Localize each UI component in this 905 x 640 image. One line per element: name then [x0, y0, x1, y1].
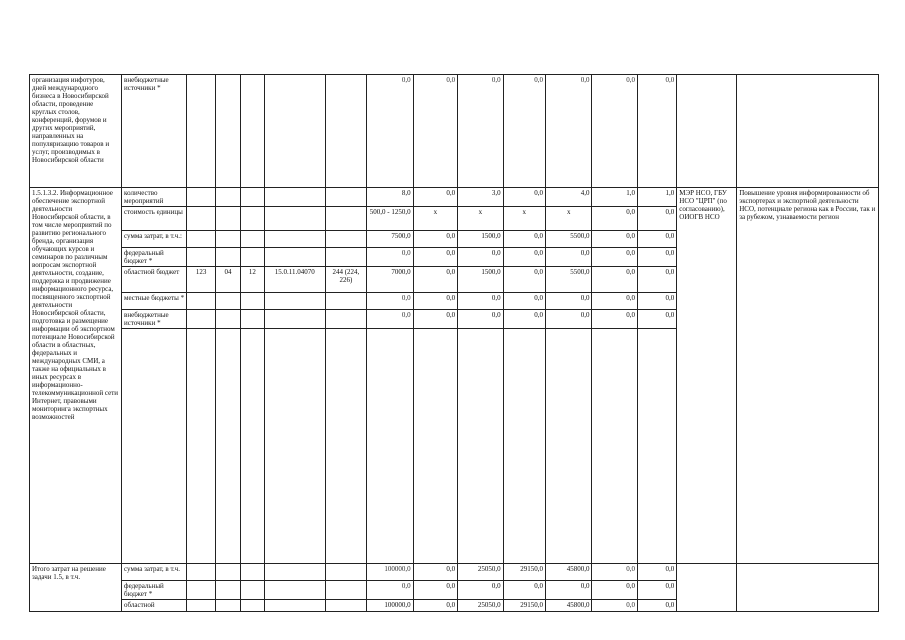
value-cell: 0,0	[413, 581, 457, 600]
responsible-executor: МЭР НСО, ГБУ НСО "ЦРП" (по согласованию), ОИОГВ НСО	[677, 188, 737, 564]
value-cell: 0,0	[458, 75, 504, 188]
task-description: организация инфотуров, дней международного бизнеса в Новосибирской области, проведение круглых столов, конференций, форумов и других мероприятий, направленных на популяризацию товаров и услуг, производимых в Новосибирской области	[30, 75, 122, 188]
value-cell: 0,0	[503, 231, 545, 248]
value-cell: 0,0	[545, 75, 592, 188]
value-cell: 0,0	[367, 75, 414, 188]
row-label: внебюджетные источники *	[122, 75, 187, 188]
value-cell: 0,0	[503, 310, 545, 329]
budget-code: 123	[187, 267, 216, 293]
value-cell: 5500,0	[545, 231, 592, 248]
table-row	[30, 564, 879, 581]
value-cell: 0,0	[503, 188, 545, 207]
value-cell: 0,0	[413, 564, 457, 581]
value-cell: 0,0	[367, 581, 414, 600]
value-cell: 3,0	[458, 188, 504, 207]
value-cell: 0,0	[592, 310, 638, 329]
value-cell: 5500,0	[545, 267, 592, 293]
value-cell: 7500,0	[367, 231, 414, 248]
table-row	[30, 188, 879, 207]
value-cell: 0,0	[413, 75, 457, 188]
value-cell: 0,0	[413, 293, 457, 310]
value-cell: 0,0	[413, 188, 457, 207]
row-label: внебюджетные источники *	[122, 310, 187, 329]
value-cell: 0,0	[637, 581, 676, 600]
value-cell: 7000,0	[367, 267, 414, 293]
table-row	[30, 75, 879, 188]
value-cell: 0,0	[592, 600, 638, 612]
row-label: федеральный бюджет *	[122, 581, 187, 600]
value-cell: 0,0	[637, 75, 676, 188]
budget-code: 244 (224, 226)	[325, 267, 366, 293]
row-label: местные бюджеты *	[122, 293, 187, 310]
value-cell: x	[413, 207, 457, 231]
value-cell: 0,0	[458, 310, 504, 329]
row-label: стоимость единицы	[122, 207, 187, 231]
value-cell: 8,0	[367, 188, 414, 207]
expected-result: Повышение уровня информированности об экспортерах и экспортной деятельности НСО, потенциале региона как в России, так и за рубежом, узнаваемости регион	[737, 188, 879, 564]
task-description: 1.5.1.3.2. Информационное обеспечение экспортной деятельности Новосибирской области, в том числе мероприятий по развитию регионального бренда, организация обучающих курсов и семинаров по различным вопросам экспортной деятельности, создание, поддержка и продвижение информационного ресурса, посвященного экспортной деятельности Новосибирской области, подготовка и размещение информации об экспортном потенциале Новосибирской области в областных, федеральных и международных СМИ, а также на официальных в иных ресурсах в информационно-телекоммуникационной сети Интернет, правовыми мониторинга экспортных возможностей	[30, 188, 122, 564]
value-cell: 25050,0	[458, 564, 504, 581]
value-cell: 0,0	[545, 293, 592, 310]
row-label: федеральный бюджет *	[122, 248, 187, 267]
value-cell: 25050,0	[458, 600, 504, 612]
value-cell: 0,0	[413, 600, 457, 612]
value-cell: 0,0	[592, 581, 638, 600]
value-cell: 0,0	[413, 248, 457, 267]
value-cell: 0,0	[637, 310, 676, 329]
value-cell: 100000,0	[367, 600, 414, 612]
value-cell: 0,0	[592, 231, 638, 248]
value-cell: 0,0	[592, 207, 638, 231]
value-cell: 0,0	[503, 581, 545, 600]
row-label: областной бюджет	[122, 267, 187, 293]
value-cell: 0,0	[545, 248, 592, 267]
value-cell: 0,0	[413, 310, 457, 329]
value-cell: 0,0	[458, 248, 504, 267]
value-cell: 0,0	[545, 581, 592, 600]
value-cell: 29150,0	[503, 600, 545, 612]
task-total-label: Итого затрат на решение задачи 1.5, в т.ч.	[30, 564, 122, 612]
value-cell: 0,0	[592, 248, 638, 267]
value-cell: 500,0 - 1250,0	[367, 207, 414, 231]
row-label: областной	[122, 600, 187, 612]
value-cell: 0,0	[592, 267, 638, 293]
value-cell: 0,0	[592, 75, 638, 188]
value-cell: x	[458, 207, 504, 231]
value-cell: 0,0	[413, 267, 457, 293]
value-cell: 0,0	[367, 310, 414, 329]
value-cell: 29150,0	[503, 564, 545, 581]
value-cell: 0,0	[503, 293, 545, 310]
value-cell: 0,0	[637, 267, 676, 293]
value-cell: 0,0	[637, 248, 676, 267]
row-label: сумма затрат, в т.ч.	[122, 564, 187, 581]
value-cell: 0,0	[413, 231, 457, 248]
value-cell: 0,0	[637, 231, 676, 248]
budget-code: 12	[240, 267, 264, 293]
budget-code: 15.0.11.04070	[264, 267, 325, 293]
value-cell: 4,0	[545, 188, 592, 207]
value-cell: 0,0	[592, 564, 638, 581]
value-cell: 45800,0	[545, 600, 592, 612]
value-cell: 0,0	[503, 75, 545, 188]
value-cell: 0,0	[592, 293, 638, 310]
value-cell: 0,0	[637, 564, 676, 581]
value-cell: 0,0	[458, 581, 504, 600]
value-cell: 100000,0	[367, 564, 414, 581]
value-cell: 0,0	[458, 293, 504, 310]
value-cell: 0,0	[367, 248, 414, 267]
value-cell: x	[545, 207, 592, 231]
value-cell: 0,0	[637, 207, 676, 231]
value-cell: 45800,0	[545, 564, 592, 581]
program-table	[29, 74, 879, 612]
value-cell: 1,0	[592, 188, 638, 207]
value-cell: 0,0	[503, 267, 545, 293]
value-cell: 0,0	[503, 248, 545, 267]
value-cell: 1500,0	[458, 231, 504, 248]
row-label: количество мероприятий	[122, 188, 187, 207]
value-cell: 0,0	[545, 310, 592, 329]
row-label: сумма затрат, в т.ч.:	[122, 231, 187, 248]
value-cell: x	[503, 207, 545, 231]
value-cell: 0,0	[637, 600, 676, 612]
budget-code: 04	[216, 267, 241, 293]
value-cell: 1,0	[637, 188, 676, 207]
value-cell: 0,0	[637, 293, 676, 310]
value-cell: 0,0	[367, 293, 414, 310]
value-cell: 1500,0	[458, 267, 504, 293]
